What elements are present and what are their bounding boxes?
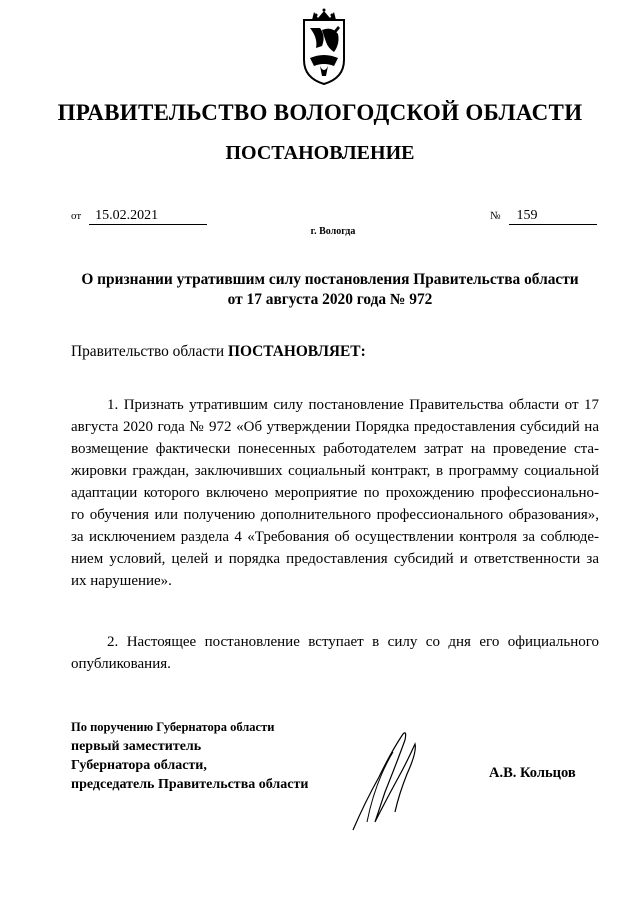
paragraph-line: адаптации которого включено мероприятие по прохождению профессионально-: [71, 485, 599, 501]
signatory-line: первый заместитель: [71, 739, 202, 754]
paragraph-line: за исключением раздела 4 «Требования об осуществлении контроля за соблюде-: [71, 529, 599, 545]
subject-line: от 17 августа 2020 года № 972: [227, 291, 433, 308]
decree-verb: ПОСТАНОВЛЯЕТ:: [227, 343, 366, 360]
signatory-line: По поручению Губернатора области: [71, 720, 275, 734]
number-prefix: №: [490, 210, 501, 222]
decree-statement: [71, 343, 366, 361]
date-prefix: от: [71, 210, 82, 222]
paragraph-2: [71, 631, 599, 675]
date-value: 15.02.2021: [89, 208, 207, 225]
paragraph-line: го обучения или получению дополнительного профессионального образования»,: [71, 507, 599, 523]
paragraph-line: нием условий, целей и порядка предоставления субсидий и ответственности за: [71, 551, 599, 567]
paragraph-line: 2. Настоящее постановление вступает в силу со дня его официального: [107, 634, 599, 650]
signatory-line: председатель Правительства области: [71, 777, 309, 792]
decree-lead: Правительство области: [71, 343, 225, 360]
paragraph-1: [71, 394, 599, 592]
city-label: г. Вологда: [310, 226, 356, 237]
document-subject: [60, 270, 600, 310]
signatory-name: А.В. Кольцов: [489, 765, 576, 781]
coat-of-arms-icon: [298, 8, 350, 88]
document-type: ПОСТАНОВЛЕНИЕ: [225, 142, 415, 164]
paragraph-line: 1. Признать утратившим силу постановление Правительства области от 17: [107, 397, 599, 413]
paragraph-line: жировки граждан, заключивших социальный контракт, в программу социальной: [71, 463, 599, 479]
subject-line: О признании утратившим силу постановления Правительства области: [81, 271, 579, 288]
signatory-position: [71, 718, 308, 794]
document-date: [71, 208, 207, 225]
handwritten-signature: [345, 722, 435, 837]
paragraph-line: возмещение фактически понесенных работодателем затрат на проведение ста-: [71, 441, 599, 457]
paragraph-line: их нарушение».: [71, 573, 172, 589]
paragraph-line: опубликования.: [71, 656, 171, 672]
paragraph-line: августа 2020 года № 972 «Об утверждении Порядка предоставления субсидий на: [71, 419, 599, 435]
document-number: [490, 208, 597, 225]
number-value: 159: [509, 208, 597, 225]
government-title: ПРАВИТЕЛЬСТВО ВОЛОГОДСКОЙ ОБЛАСТИ: [57, 100, 583, 125]
signatory-line: Губернатора области,: [71, 758, 207, 773]
